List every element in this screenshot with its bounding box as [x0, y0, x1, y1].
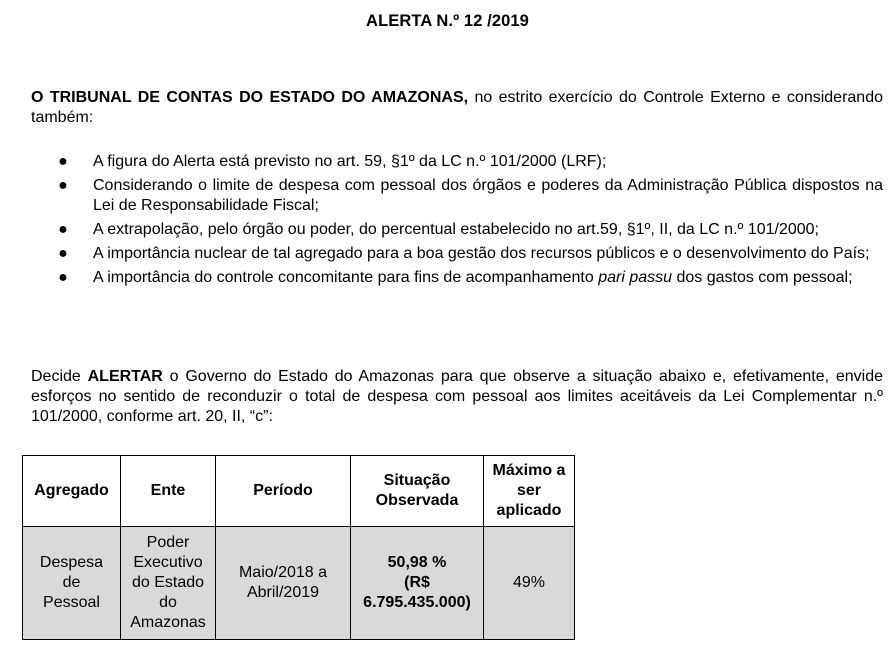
header-maximo-line: aplicado: [496, 502, 562, 519]
cell-situacao: [351, 527, 484, 640]
cell-line: (R$: [404, 574, 430, 591]
bullet-icon: ●: [58, 221, 68, 238]
header-situacao-line: Observada: [375, 492, 459, 509]
cell-line: do Estado: [131, 574, 205, 591]
decision-keyword: ALERTAR: [87, 368, 163, 385]
header-maximo-line: Máximo a: [492, 462, 566, 479]
cell-line: Pessoal: [43, 594, 100, 611]
list-item-text: Considerando o limite de despesa com pessoal dos órgãos e poderes da Administração Pública dispostos na Lei de Responsabilidade Fiscal;: [93, 177, 883, 214]
cell-line: 50,98 %: [387, 554, 447, 571]
document-title: ALERTA N.º 12 /2019: [366, 12, 529, 30]
header-ente: Ente: [121, 456, 216, 527]
cell-ente: [121, 527, 216, 640]
header-periodo: Período: [216, 456, 351, 527]
cell-line: Despesa: [39, 554, 104, 571]
cell-line: Amazonas: [130, 614, 206, 631]
bullet-icon: ●: [58, 153, 68, 170]
list-item: [31, 176, 883, 216]
cell-line: 6.795.435.000): [363, 594, 471, 611]
header-situacao-line: Situação: [383, 472, 451, 489]
bullet-icon: ●: [58, 245, 68, 262]
header-maximo: [484, 456, 575, 527]
list-item-text-pre: A importância do controle concomitante para fins de acompanhamento: [93, 269, 599, 286]
cell-agregado: [23, 527, 121, 640]
list-item-text-italic: pari passu: [598, 269, 673, 286]
considerations-list: [31, 152, 883, 292]
list-item-text: A extrapolação, pelo órgão ou poder, do percentual estabelecido no art.59, §1º, II, da LC n.º 101/2000;: [93, 221, 819, 238]
cell-maximo: 49%: [484, 527, 575, 640]
intro-line-1: [31, 88, 883, 108]
table-header-row: [23, 456, 575, 527]
decision-paragraph: [31, 367, 883, 427]
list-item: [31, 244, 883, 264]
cell-line: Abril/2019: [246, 584, 320, 601]
bullet-icon: ●: [58, 177, 68, 194]
list-item-text-post: dos gastos com pessoal;: [672, 269, 853, 286]
list-item-text: A figura do Alerta está previsto no art. 59, §1º da LC n.º 101/2000 (LRF);: [93, 153, 607, 170]
intro-text: no estrito exercício do Controle Externo e considerando: [468, 89, 883, 106]
table-row: [23, 527, 575, 640]
header-situacao: [351, 456, 484, 527]
intro-paragraph: [31, 88, 883, 128]
intro-line-2: também:: [31, 109, 94, 126]
decision-text: o Governo do Estado do Amazonas para que observe a situação abaixo e, efetivamente, envide esforços no sentido de reconduzir o total de despesa com pessoal aos limites aceitáveis da Lei Complementar n.º 101/2000, conforme art. 20, II, “c”:: [31, 368, 884, 425]
cell-line: Executivo: [133, 554, 203, 571]
list-item-text: A importância nuclear de tal agregado para a boa gestão dos recursos públicos e o desenvolvimento do País;: [93, 245, 870, 262]
list-item: [31, 152, 883, 172]
alert-table: [22, 455, 575, 640]
cell-periodo: [216, 527, 351, 640]
court-name: O TRIBUNAL DE CONTAS DO ESTADO DO AMAZONAS,: [31, 89, 469, 106]
header-agregado: Agregado: [23, 456, 121, 527]
bullet-icon: ●: [58, 269, 68, 286]
decision-text-pre: Decide: [31, 368, 88, 385]
cell-line: de: [62, 574, 81, 591]
list-item: [31, 268, 883, 288]
cell-line: Poder: [146, 534, 190, 551]
cell-line: Maio/2018 a: [238, 564, 328, 581]
header-maximo-line: ser: [516, 482, 542, 499]
cell-line: do: [159, 594, 177, 611]
list-item: [31, 220, 883, 240]
